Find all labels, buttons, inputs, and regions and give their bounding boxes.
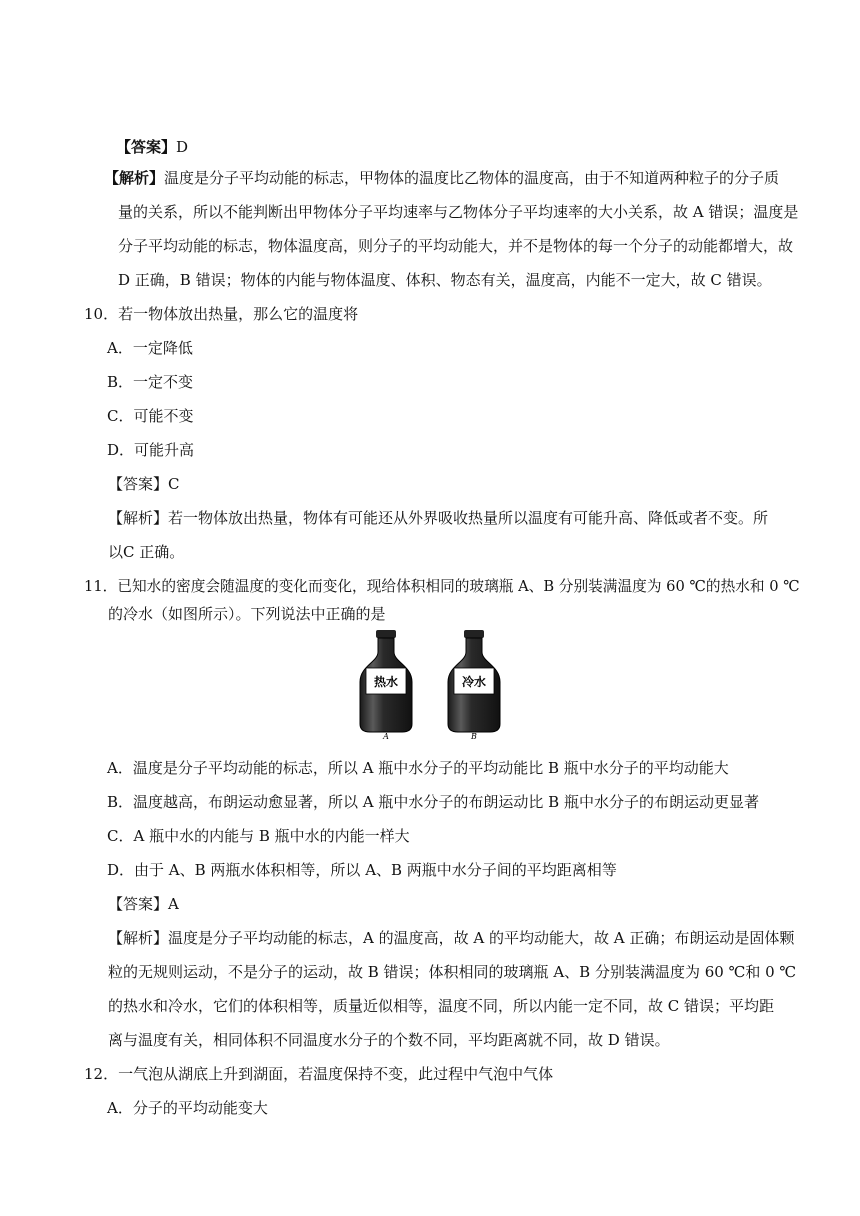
q10-analysis-line-1: 【解析】若一物体放出热量，物体有可能还从外界吸收热量所以温度有可能升高、降低或者不变。所 [108, 509, 769, 527]
analysis-tag: 【解析】 [108, 929, 169, 947]
q12-stem: 12．一气泡从湖底上升到湖面，若温度保持不变，此过程中气泡中气体 [84, 1065, 554, 1083]
q11-stem-line-2: 的冷水（如图所示）。下列说法中正确的是 [108, 605, 386, 623]
bottles-figure [356, 628, 504, 740]
q11-analysis-line-4: 离与温度有关，相同体积不同温度水分子的个数不同，平均距离就不同，故 D 错误。 [108, 1031, 670, 1049]
q11-analysis-line-3: 的热水和冷水，它们的体积相等，质量近似相等，温度不同，所以内能一定不同，故 C 错误；平均距 [108, 997, 775, 1015]
analysis-tag: 【解析】 [108, 509, 169, 527]
q10-stem: 10．若一物体放出热量，那么它的温度将 [84, 305, 359, 323]
q10-answer [108, 474, 180, 494]
q9-analysis-line-1: 【解析】温度是分子平均动能的标志，甲物体的温度比乙物体的温度高，由于不知道两种粒子的分子质 [104, 169, 780, 187]
q9-answer [116, 137, 188, 157]
bottle-b [448, 630, 500, 740]
bottle-a [360, 630, 412, 740]
q11-analysis-line-1: 【解析】温度是分子平均动能的标志，A 的温度高，故 A 的平均动能大，故 A 正确；布朗运动是固体颗 [108, 929, 795, 947]
q10-option-b: B．一定不变 [107, 373, 194, 391]
answer-tag: 【答案】 [108, 895, 169, 913]
bottle-a-label: 热水 [373, 675, 399, 689]
q11-option-a: A．温度是分子平均动能的标志，所以 A 瓶中水分子的平均动能比 B 瓶中水分子的平均动能大 [107, 759, 729, 777]
q12-option-a: A．分子的平均动能变大 [107, 1099, 268, 1117]
analysis-tag: 【解析】 [104, 169, 165, 187]
answer-value: A [168, 895, 179, 913]
q10-option-d: D．可能升高 [107, 441, 195, 459]
q11-option-c: C．A 瓶中水的内能与 B 瓶中水的内能一样大 [107, 827, 410, 845]
answer-value: D [176, 138, 189, 156]
answer-value: C [168, 475, 180, 493]
q10-option-a: A．一定降低 [107, 339, 193, 357]
bottle-b-caption: B [471, 732, 477, 740]
q11-option-d: D．由于 A、B 两瓶水体积相等，所以 A、B 两瓶中水分子间的平均距离相等 [107, 861, 617, 879]
q9-analysis-line-2: 量的关系，所以不能判断出甲物体分子平均速率与乙物体分子平均速率的大小关系，故 A 错误；温度是 [118, 203, 799, 221]
q11-stem-line-1: 11．已知水的密度会随温度的变化而变化，现给体积相同的玻璃瓶 A、B 分别装满温度为 60 ℃的热水和 0 ℃ [84, 577, 800, 595]
answer-tag: 【答案】 [108, 475, 169, 493]
q9-analysis-line-4: D 正确，B 错误；物体的内能与物体温度、体积、物态有关，温度高，内能不一定大，故 C 错误。 [118, 271, 772, 289]
answer-tag: 【答案】 [116, 138, 177, 156]
q11-answer [108, 894, 179, 914]
bottle-a-caption: A [383, 732, 389, 740]
q10-option-c: C．可能不变 [107, 407, 194, 425]
q9-analysis-line-3: 分子平均动能的标志，物体温度高，则分子的平均动能大，并不是物体的每一个分子的动能都增大，故 [118, 237, 794, 255]
q10-analysis-line-2: 以C 正确。 [108, 543, 185, 561]
q11-analysis-line-2: 粒的无规则运动，不是分子的运动，故 B 错误；体积相同的玻璃瓶 A、B 分别装满温度为 60 ℃和 0 ℃ [108, 963, 797, 981]
bottle-b-label: 冷水 [461, 675, 487, 689]
q11-option-b: B．温度越高，布朗运动愈显著，所以 A 瓶中水分子的布朗运动比 B 瓶中水分子的布朗运动更显著 [107, 793, 759, 811]
